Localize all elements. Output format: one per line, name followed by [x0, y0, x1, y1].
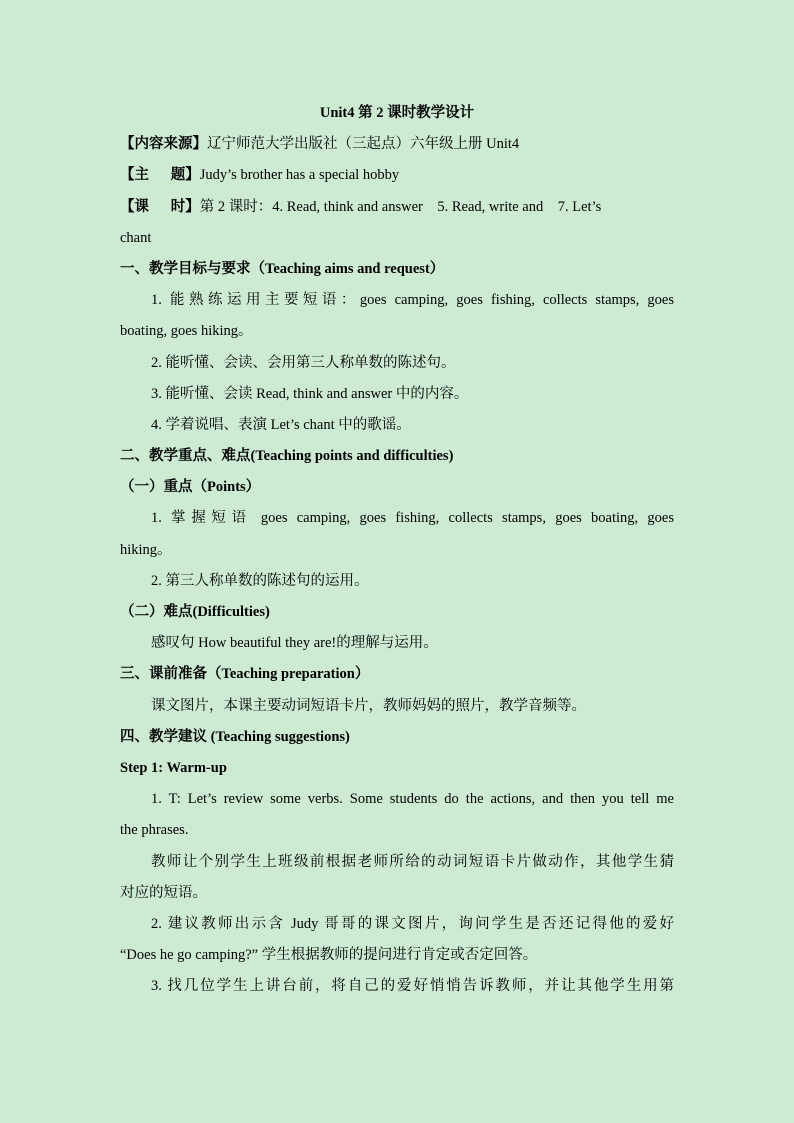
subheading-difficulties: （二）难点(Difficulties)	[120, 604, 270, 620]
section-heading-preparation: 三、课前准备（Teaching preparation）	[120, 666, 370, 683]
period-label: 【课 时】	[120, 198, 200, 215]
preparation-text: 课文图片，本课主要动词短语卡片，教师妈妈的照片，教学音频等。	[151, 697, 586, 714]
topic-text: Judy’s brother has a special hobby	[199, 167, 400, 184]
topic-label: 【主 题】	[120, 167, 200, 184]
step-1-heading: Step 1: Warm-up	[120, 759, 227, 776]
aim-item-1: 1. 能熟练运用主要短语：goes camping, goes fishing, collects stamps, goes	[151, 292, 674, 309]
step1-paragraph-3: 2. 建议教师出示含 Judy 哥哥的课文图片，询问学生是否还记得他的爱好	[151, 915, 674, 932]
section-heading-aims: 一、教学目标与要求（Teaching aims and request）	[120, 260, 445, 277]
point-item-2: 2. 第三人称单数的陈述句的运用。	[151, 572, 369, 589]
aim-item-3: 3. 能听懂、会读 Read, think and answer 中的内容。	[151, 385, 469, 402]
step1-paragraph-1-continued: the phrases.	[120, 822, 189, 839]
step1-paragraph-2-continued: 对应的短语。	[120, 884, 207, 901]
point-item-1-continued: hiking。	[120, 541, 172, 558]
aim-item-1-continued: boating, goes hiking。	[120, 323, 253, 340]
difficulty-text: 感叹句 How beautiful they are!的理解与运用。	[151, 635, 438, 652]
subheading-key-points: （一）重点（Points）	[120, 479, 261, 496]
period-text: 第 2 课时：4. Read, think and answer 5. Read, write and 7. Let’s	[199, 198, 602, 215]
source-line	[120, 129, 674, 160]
source-text: 辽宁师范大学出版社（三起点）六年级上册 Unit4	[207, 136, 520, 153]
step1-paragraph-2: 教师让个别学生上班级前根据老师所给的动词短语卡片做动作，其他学生猜	[151, 853, 674, 870]
page-title: Unit4 第 2 课时教学设计	[319, 105, 475, 121]
step1-paragraph-1: 1. T: Let’s review some verbs. Some students do the actions, and then you tell me	[151, 791, 674, 808]
step1-paragraph-3-continued: “Does he go camping?” 学生根据教师的提问进行肯定或否定回答。	[120, 947, 538, 964]
aim-item-4: 4. 学着说唱、表演 Let’s chant 中的歌谣。	[151, 416, 411, 433]
step1-paragraph-4: 3. 找几位学生上讲台前，将自己的爱好悄悄告诉教师，并让其他学生用第	[151, 978, 674, 995]
section-heading-suggestions: 四、教学建议 (Teaching suggestions)	[120, 728, 350, 745]
topic-line	[120, 160, 674, 191]
section-heading-points: 二、教学重点、难点(Teaching points and difficulties)	[120, 448, 454, 465]
period-text-continued: chant	[120, 229, 152, 246]
aim-item-2: 2. 能听懂、会读、会用第三人称单数的陈述句。	[151, 354, 456, 371]
lesson-plan-body	[120, 98, 674, 1002]
period-line	[120, 192, 674, 223]
point-item-1: 1. 掌握短语 goes camping, goes fishing, collects stamps, goes boating, goes	[151, 510, 674, 527]
source-label: 【内容来源】	[120, 136, 207, 153]
